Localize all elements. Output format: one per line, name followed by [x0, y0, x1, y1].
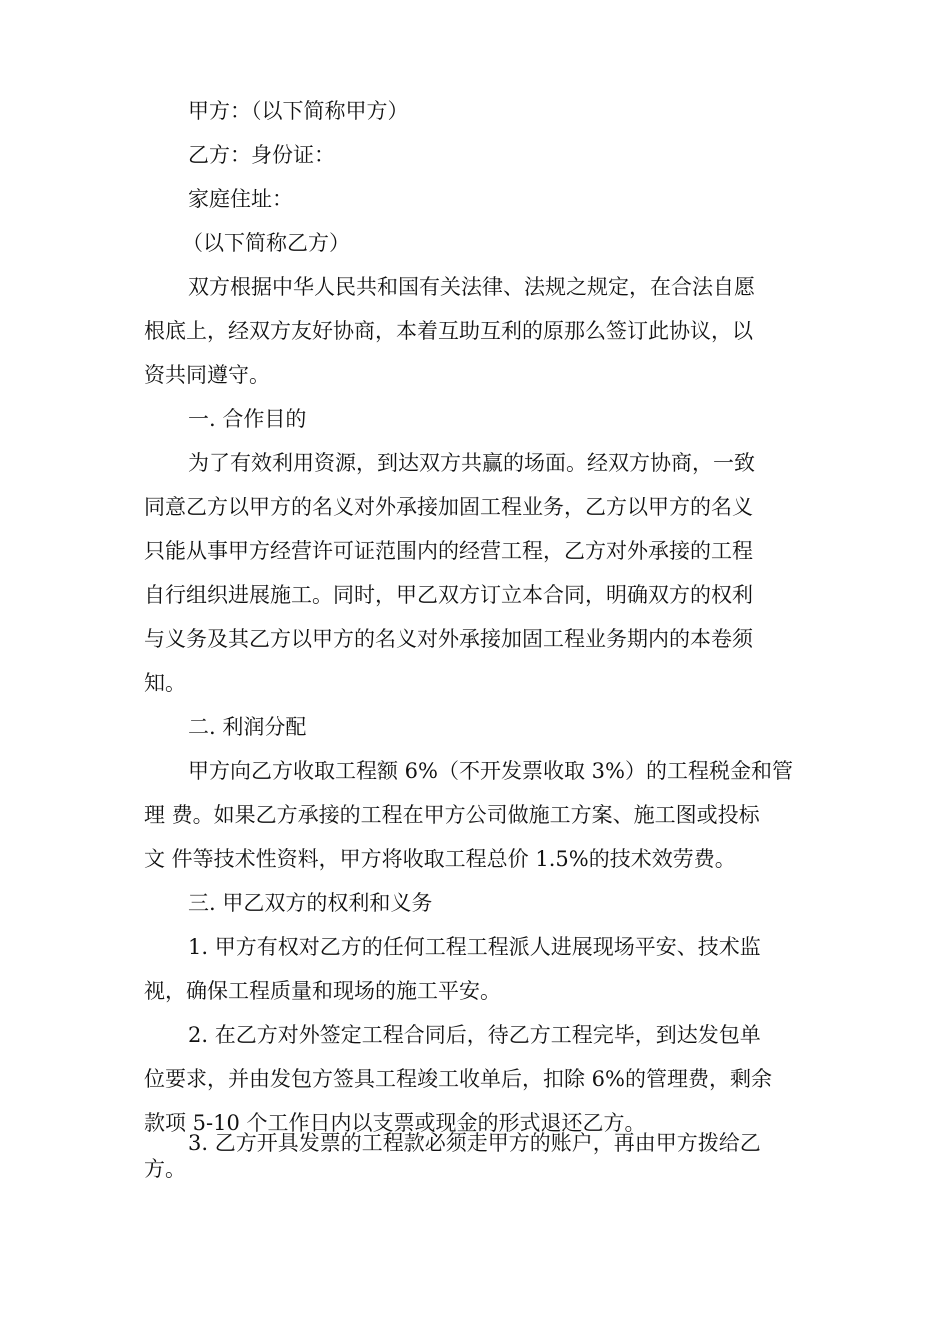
- section1-line: 知。: [144, 671, 186, 695]
- section2-line: 甲方向乙方收取工程额 6%（不开发票收取 3%）的工程税金和管: [188, 759, 793, 783]
- party-a-line: 甲方：（以下简称甲方）: [188, 99, 409, 123]
- section1-line: 为了有效利用资源，到达双方共赢的场面。经双方协商，一致: [188, 451, 755, 475]
- section2-title: 二. 利润分配: [188, 715, 307, 739]
- home-address-line: 家庭住址：: [188, 187, 293, 211]
- clause2-line: 位要求，并由发包方签具工程竣工收单后，扣除 6%的管理费，剩余: [144, 1067, 772, 1091]
- intro-line: 资共同遵守。: [144, 363, 270, 387]
- intro-line: 根底上，经双方友好协商，本着互助互利的原那么签订此协议，以: [144, 319, 753, 343]
- section1-line: 只能从事甲方经营许可证范围内的经营工程，乙方对外承接的工程: [144, 539, 753, 563]
- party-b-line: 乙方：身份证：: [188, 143, 335, 167]
- section2-line: 理 费。如果乙方承接的工程在甲方公司做施工方案、施工图或投标: [144, 803, 760, 827]
- section1-line: 与义务及其乙方以甲方的名义对外承接加固工程业务期内的本卷须: [144, 627, 753, 651]
- intro-line: 双方根据中华人民共和国有关法律、法规之规定，在合法自愿: [188, 275, 755, 299]
- section1-line: 自行组织进展施工。同时，甲乙双方订立本合同，明确双方的权利: [144, 583, 753, 607]
- clause1-line: 视，确保工程质量和现场的施工平安。: [144, 979, 501, 1003]
- clause3-line: 3. 乙方开具发票的工程款必须走甲方的账户，再由甲方拨给乙: [188, 1131, 761, 1155]
- clause2-line: 款项 5-10 个工作日内以支票或现金的形式退还乙方。: [144, 1111, 646, 1135]
- clause1-line: 1. 甲方有权对乙方的任何工程工程派人进展现场平安、技术监: [188, 935, 761, 959]
- section2-line: 文 件等技术性资料，甲方将收取工程总价 1.5%的技术效劳费。: [144, 847, 736, 871]
- party-b-alias-line: （以下简称乙方）: [182, 231, 350, 255]
- section1-line: 同意乙方以甲方的名义对外承接加固工程业务，乙方以甲方的名义: [144, 495, 753, 519]
- section3-title: 三. 甲乙双方的权利和义务: [188, 891, 433, 915]
- clause2-line: 2. 在乙方对外签定工程合同后，待乙方工程完毕，到达发包单: [188, 1023, 761, 1047]
- section1-title: 一. 合作目的: [188, 407, 307, 431]
- clause3-line: 方。: [144, 1157, 186, 1181]
